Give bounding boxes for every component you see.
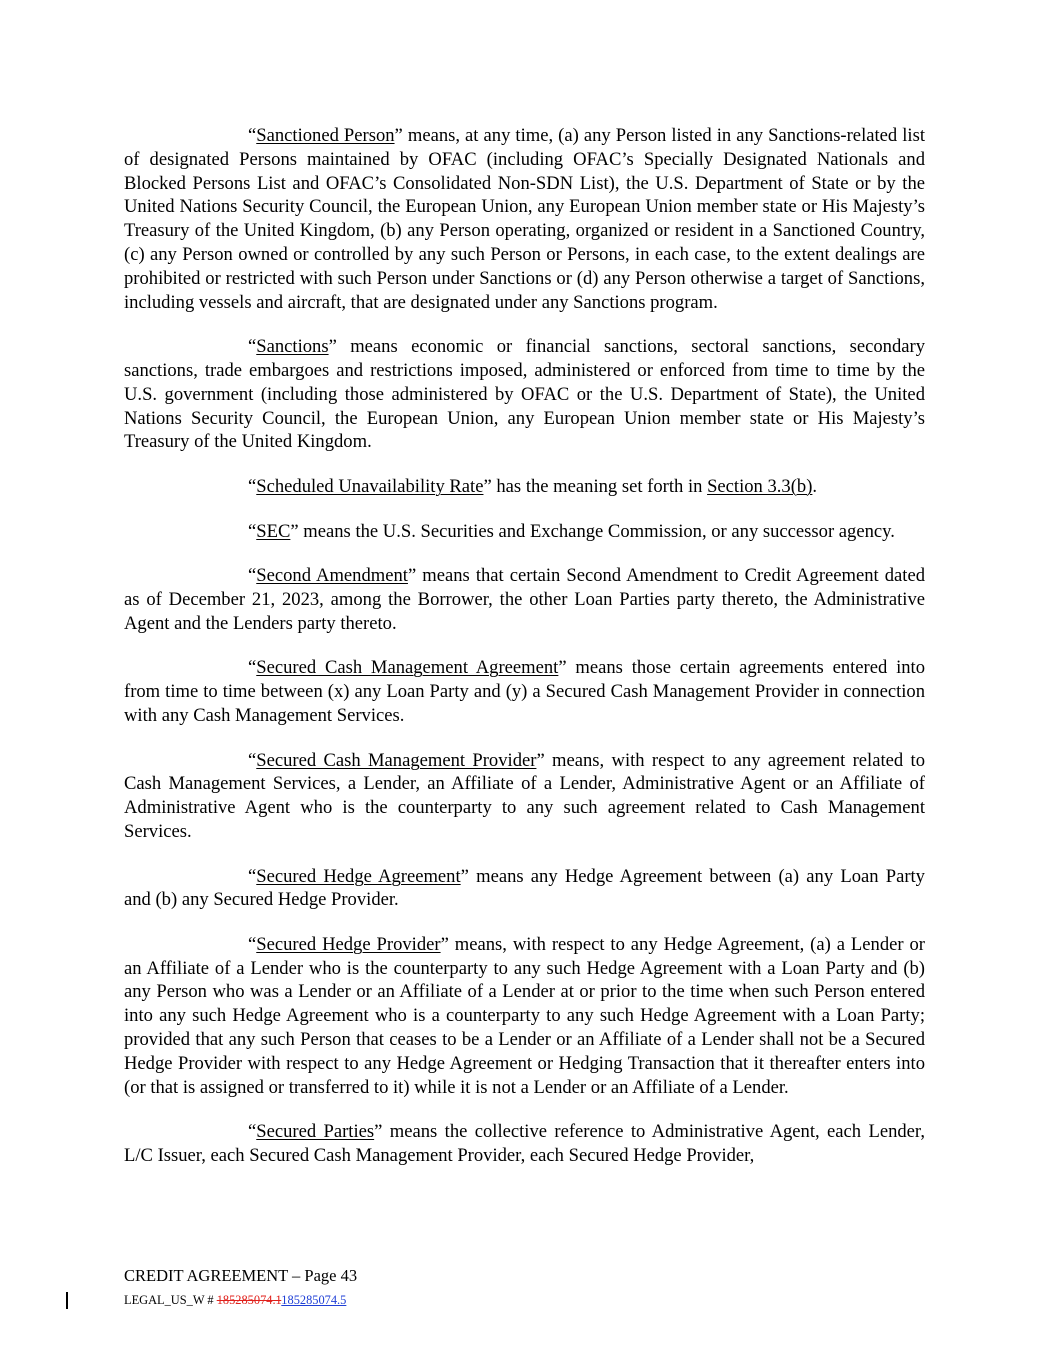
definition-text-end: . [812,475,818,497]
defined-term: Secured Hedge Provider [256,933,441,955]
document-body [124,124,925,1189]
definition-second-amendment: “Second Amendment” means that certain Second Amendment to Credit Agreement dated as of December 21, 2023, among the Borrower, the other Loan Parties party thereto, the Administrative Agent and the Lenders party thereto. [124,565,926,634]
definition-text: means those certain agreements entered into from time to time between (x) any Loan Party and (y) a Secured Cash Management Provider in connection with any Cash Management Services. [124,657,925,726]
definition-text: means, with respect to any Hedge Agreement, (a) a Lender or an Affiliate of a Lender who is the counterparty to any such Hedge Agreement with a Loan Party and (b) any Person who was a Lender or an Affiliate of a Lender at or prior to the time when such Person entered into any such Hedge Agreement who is a counterparty to any such Hedge Agreement with a Loan Party; provided that any such Person that ceases to be a Lender or an Affiliate of a Lender shall not be a Secured Hedge Provider with respect to any Hedge Agreement or Hedging Transaction that it thereafter enters into (or that is assigned or transferred to it) while it is not a Lender or an Affiliate of a Lender. [124,933,925,1098]
definition-sanctions: “Sanctions” means economic or financial sanctions, sectoral sanctions, secondary sanctions, trade embargoes and restrictions imposed, administered or enforced from time to time by the U.S. government (including those administered by OFAC or the U.S. Department of State), the United Nations Security Council, the European Union, any European Union member state or His Majesty’s Treasury of the United Kingdom. [124,336,925,453]
defined-term: SEC [256,520,291,542]
definition-text: has the meaning set forth in [491,475,708,497]
defined-term: Sanctioned Person [256,125,395,146]
definition-secured-hedge-provider: “Secured Hedge Provider” means, with respect to any Hedge Agreement, (a) a Lender or an Affiliate of a Lender who is the counterparty to any such Hedge Agreement with a Loan Party and (b) any Person who was a Lender or an Affiliate of a Lender at or prior to the time when such Person entered into any such Hedge Agreement who is a counterparty to any such Hedge Agreement with a Loan Party; provided that any such Person that ceases to be a Lender or an Affiliate of a Lender shall not be a Secured Hedge Provider with respect to any Hedge Agreement or Hedging Transaction that it thereafter enters into (or that is assigned or transferred to it) while it is not a Lender or an Affiliate of a Lender. [124,933,925,1098]
definition-secured-hedge-agreement: “Secured Hedge Agreement” means any Hedge Agreement between (a) any Loan Party and (b) any Secured Hedge Provider. [124,865,925,911]
definition-secured-cash-management-provider: “Secured Cash Management Provider” means, with respect to any agreement related to Cash Management Services, a Lender, an Affiliate of a Lender, Administrative Agent or an Affiliate of Administrative Agent who is the counterparty to any such agreement related to Cash Management Services. [124,749,925,842]
definition-text: means, with respect to any agreement related to Cash Management Services, a Lender, an Affiliate of a Lender, Administrative Agent or an Affiliate of Administrative Agent who is the counterparty to any such agreement related to Cash Management Services. [124,749,925,842]
definition-text: means economic or financial sanctions, sectoral sanctions, secondary sanctions, trade embargoes and restrictions imposed, administered or enforced from time to time by the U.S. government (including those administered by OFAC or the U.S. Department of State), the United Nations Security Council, the European Union, any European Union member state or His Majesty’s Treasury of the United Kingdom. [124,336,925,453]
defined-term: Secured Cash Management Agreement [256,657,559,679]
page-footer [124,1266,824,1308]
section-reference: Section 3.3(b) [707,475,813,497]
footer-id-deleted: 185285074.1 [216,1293,282,1307]
defined-term: Secured Parties [256,1121,375,1143]
definition-scheduled-unavailability-rate: “Scheduled Unavailability Rate” has the meaning set forth in Section 3.3(b). [248,475,818,497]
defined-term: Secured Hedge Agreement [256,865,461,887]
definition-text: means that certain Second Amendment to Credit Agreement dated as of December 21, 2023, among the Borrower, the other Loan Parties party thereto, the Administrative Agent and the Lenders party thereto. [124,565,926,634]
definition-text: means the U.S. Securities and Exchange Commission, or any successor agency. [298,520,895,542]
defined-term: Sanctions [256,336,329,358]
definition-secured-parties: “Secured Parties” means the collective reference to Administrative Agent, each Lender, L/C Issuer, each Secured Cash Management Provider, each Secured Hedge Provider, [124,1121,926,1167]
definition-text: means the collective reference to Administrative Agent, each Lender, L/C Issuer, each Secured Cash Management Provider, each Secured Hedge Provider, [124,1121,926,1167]
defined-term: Secured Cash Management Provider [256,749,537,771]
footer-id-prefix: LEGAL_US_W # [124,1293,217,1307]
definition-text: means any Hedge Agreement between (a) any Loan Party and (b) any Secured Hedge Provider. [124,865,925,911]
revision-change-bar [66,1292,68,1309]
footer-document-id [124,1292,824,1308]
footer-page-title: CREDIT AGREEMENT – Page 43 [124,1266,358,1285]
definition-text: means, at any time, (a) any Person listed in any Sanctions-related list of designated Persons maintained by OFAC (including OFAC’s Specially Designated Nationals and Blocked Persons List and OFAC’s Consolidated Non-SDN List), the U.S. Department of State or by the United Nations Security Council, the European Union, any European Union member state or His Majesty’s Treasury of the United Kingdom, (b) any Person operating, organized or resident in a Sanctioned Country, (c) any Person owned or controlled by any such Person or Persons, in each case, to the extent dealings are prohibited or restricted with such Person under Sanctions or (d) any Person otherwise a target of Sanctions, including vessels and aircraft, that are designated under any Sanctions program. [124,125,925,313]
defined-term: Scheduled Unavailability Rate [256,475,484,497]
definition-sanctioned-person: “Sanctioned Person” means, at any time, (a) any Person listed in any Sanctions-related list of designated Persons maintained by OFAC (including OFAC’s Specially Designated Nationals and Blocked Persons List and OFAC’s Consolidated Non-SDN List), the U.S. Department of State or by the United Nations Security Council, the European Union, any European Union member state or His Majesty’s Treasury of the United Kingdom, (b) any Person operating, organized or resident in a Sanctioned Country, (c) any Person owned or controlled by any such Person or Persons, in each case, to the extent dealings are prohibited or restricted with such Person under Sanctions or (d) any Person otherwise a target of Sanctions, including vessels and aircraft, that are designated under any Sanctions program. [124,125,925,313]
defined-term: Second Amendment [256,565,408,587]
definition-sec: “SEC” means the U.S. Securities and Exchange Commission, or any successor agency. [248,520,895,542]
definition-secured-cash-management-agreement: “Secured Cash Management Agreement” means those certain agreements entered into from time to time between (x) any Loan Party and (y) a Secured Cash Management Provider in connection with any Cash Management Services. [124,657,925,726]
footer-id-inserted: 185285074.5 [281,1293,347,1307]
